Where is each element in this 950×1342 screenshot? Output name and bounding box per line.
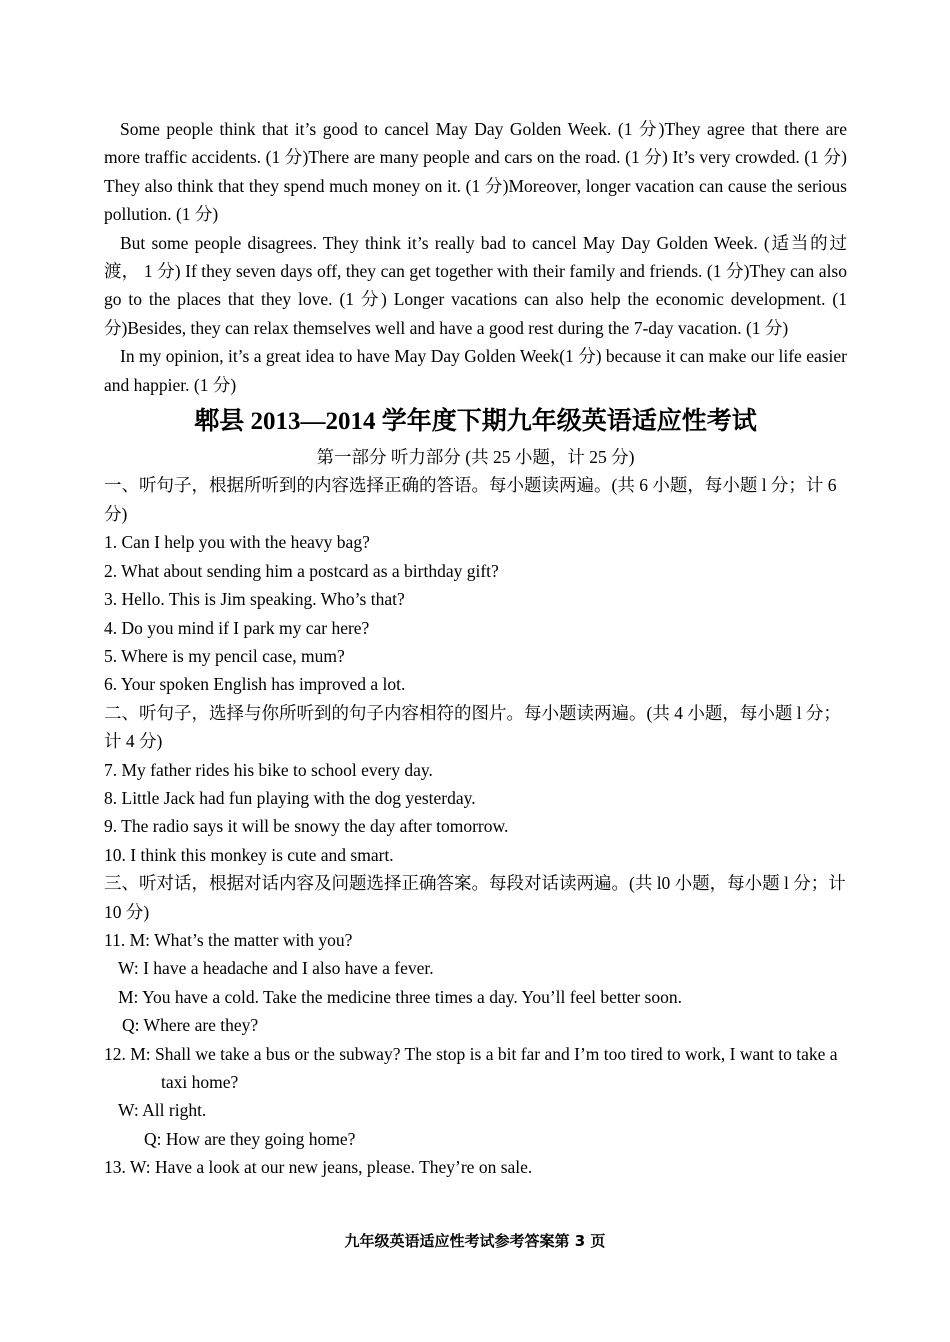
dialogue-12-line-2: W: All right. (118, 1100, 207, 1121)
section3-instruction: 三、听对话，根据对话内容及问题选择正确答案。每段对话读两遍。(共 l0 小题，每小题 l 分；计 10 分) (104, 873, 846, 922)
question-2: 2. What about sending him a postcard as a birthday gift? (104, 560, 499, 581)
essay-paragraph-3: In my opinion, it’s a great idea to have May Day Golden Week(1 分) because it can make our life easier and happier. (1 分) (104, 346, 847, 395)
essay-paragraph-2: But some people disagrees. They think it’s really bad to cancel May Day Golden Week. (适当的过渡， 1 分) If they seven days off, they can get together with their family and friends. (1 分)They can also go to the places that they love. (1 分) Longer vacations can also help the economic development. (1 分)Besides, they can relax themselves well and have a good rest during the 7-day vacation. (1 分) (104, 232, 847, 338)
question-3: 3. Hello. This is Jim speaking. Who’s that? (104, 589, 405, 610)
page-footer: 九年级英语适应性考试参考答案第 3 页 (344, 1232, 606, 1250)
dialogue-11-question: Q: Where are they? (122, 1015, 259, 1036)
dialogue-11-line-2: W: I have a headache and I also have a fever. (118, 958, 434, 979)
essay-paragraph-1: Some people think that it’s good to cancel May Day Golden Week. (1 分)They agree that there are more traffic accidents. (1 分)There are many people and cars on the road. (1 分) It’s very crowded. (1 分) They also think that they spend much money on it. (1 分)Moreover, longer vacation can cause the serious pollution. (1 分) (104, 119, 847, 225)
question-1: 1. Can I help you with the heavy bag? (104, 532, 370, 553)
dialogue-11-line-3: M: You have a cold. Take the medicine three times a day. You’ll feel better soon. (118, 986, 682, 1007)
question-9: 9. The radio says it will be snowy the day after tomorrow. (104, 816, 509, 837)
exam-title: 郫县 2013—2014 学年度下期九年级英语适应性考试 (194, 408, 757, 436)
dialogue-12-question: Q: How are they going home? (144, 1128, 356, 1149)
question-6: 6. Your spoken English has improved a lot. (104, 674, 406, 695)
question-8: 8. Little Jack had fun playing with the dog yesterday. (104, 787, 476, 808)
dialogue-12-line-1: 12. M: Shall we take a bus or the subway? The stop is a bit far and I’m too tired to work, I want to take a taxi home? (104, 1043, 838, 1092)
dialogue-13-line-1: 13. W: Have a look at our new jeans, please. They’re on sale. (104, 1157, 533, 1178)
dialogue-11-line-1: 11. M: What’s the matter with you? (104, 929, 353, 950)
section2-instruction: 二、听句子，选择与你所听到的句子内容相符的图片。每小题读两遍。(共 4 小题，每小题 l 分；计 4 分) (104, 702, 841, 752)
question-7: 7. My father rides his bike to school every day. (104, 759, 433, 780)
question-5: 5. Where is my pencil case, mum? (104, 645, 345, 666)
question-4: 4. Do you mind if I park my car here? (104, 617, 370, 638)
page-content (104, 115, 847, 1182)
part1-heading: 第一部分 听力部分 (共 25 小题，计 25 分) (316, 447, 635, 468)
question-10: 10. I think this monkey is cute and smart. (104, 844, 394, 865)
section1-instruction: 一、听句子，根据所听到的内容选择正确的答语。每小题读两遍。(共 6 小题，每小题 l 分；计 6 分) (104, 475, 837, 524)
